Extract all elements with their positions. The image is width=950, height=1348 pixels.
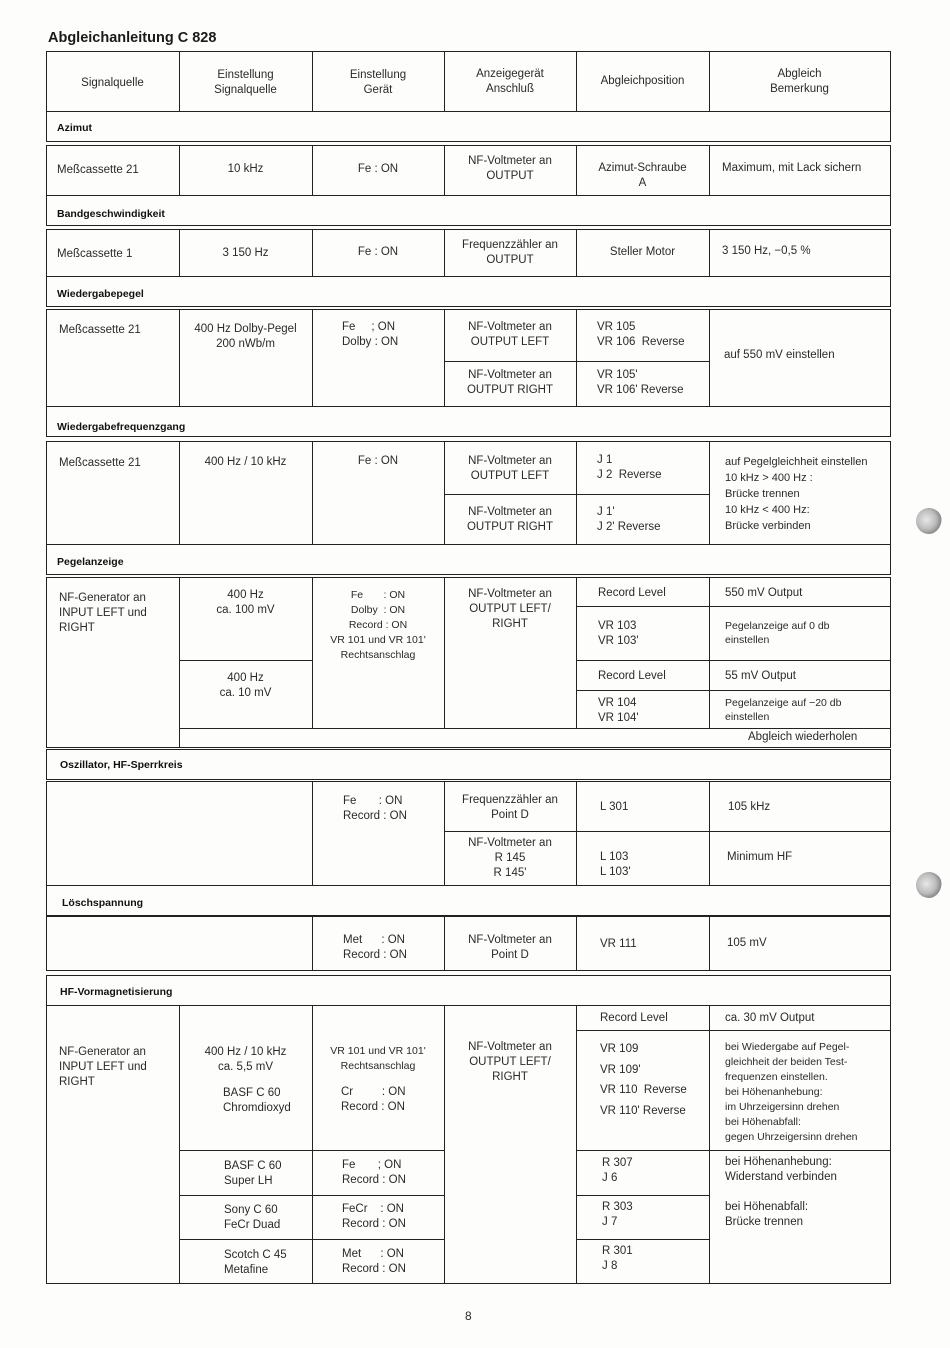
band-position: Steller Motor bbox=[609, 246, 676, 258]
loesch-device: Met : ON Record : ON bbox=[343, 934, 407, 961]
band-device: Fe : ON bbox=[357, 246, 399, 258]
wp-device: Fe ; ON Dolby : ON bbox=[342, 321, 399, 348]
hf-device-main: VR 101 und VR 101' Rechtsanschlag bbox=[330, 1045, 426, 1072]
band-source: Meßcassette 1 bbox=[57, 248, 133, 260]
hf-pos-r303: R 303 J 7 bbox=[602, 1201, 633, 1228]
pa-pos-record-level-2: Record Level bbox=[598, 670, 666, 682]
wp-meter-right: NF-Voltmeter an OUTPUT RIGHT bbox=[466, 369, 554, 396]
pa-source: NF-Generator an INPUT LEFT und RIGHT bbox=[59, 592, 147, 634]
pa-meter: NF-Voltmeter an OUTPUT LEFT/ RIGHT bbox=[468, 588, 552, 630]
section-oszillator: Oszillator, HF-Sperrkreis bbox=[60, 759, 183, 771]
section-loeschspannung: Löschspannung bbox=[62, 897, 144, 909]
azimut-remark: Maximum, mit Lack sichern bbox=[722, 162, 862, 174]
pa-setting-10mv: 400 Hz ca. 10 mV bbox=[219, 672, 272, 699]
header-einstellung-geraet: Einstellung Gerät bbox=[349, 69, 407, 96]
osz-remark-105khz: 105 kHz bbox=[728, 801, 771, 813]
hf-pos-r307: R 307 J 6 bbox=[602, 1157, 633, 1184]
binding-hole-mark bbox=[916, 508, 942, 534]
osz-meter-nf: NF-Voltmeter an R 145 R 145' bbox=[468, 837, 552, 879]
pa-remark-55mv: 55 mV Output bbox=[725, 670, 796, 682]
hf-setting-super-lh: BASF C 60 Super LH bbox=[224, 1160, 282, 1187]
band-setting: 3 150 Hz bbox=[222, 247, 269, 259]
pa-remark-0db: Pegelanzeige auf 0 db einstellen bbox=[725, 620, 830, 646]
pa-setting-100mv: 400 Hz ca. 100 mV bbox=[216, 589, 275, 616]
header-einstellung-signalquelle: Einstellung Signalquelle bbox=[214, 69, 277, 96]
fg-setting: 400 Hz / 10 kHz bbox=[204, 456, 287, 468]
wp-pos-right: VR 105' VR 106' Reverse bbox=[597, 369, 684, 396]
pa-pos-record-level-1: Record Level bbox=[598, 587, 666, 599]
fg-device: Fe : ON bbox=[357, 455, 399, 467]
fg-pos-right: J 1' J 2' Reverse bbox=[597, 506, 661, 533]
fg-remark: auf Pegelgleichheit einstellen 10 kHz > 400 Hz : Brücke trennen 10 kHz < 400 Hz: Brücke verbinden bbox=[725, 456, 868, 532]
hf-remark-30mv: ca. 30 mV Output bbox=[725, 1012, 815, 1024]
fg-meter-left: NF-Voltmeter an OUTPUT LEFT bbox=[468, 455, 552, 482]
azimut-position: Azimut-Schraube A bbox=[598, 162, 687, 189]
pa-device: Fe : ON Dolby : ON Record : ON VR 101 und VR 101' Rechtsanschlag bbox=[330, 589, 426, 661]
fg-pos-left: J 1 J 2 Reverse bbox=[597, 454, 662, 481]
hf-meter: NF-Voltmeter an OUTPUT LEFT/ RIGHT bbox=[468, 1041, 552, 1083]
pa-pos-vr103: VR 103 VR 103' bbox=[598, 620, 639, 647]
hf-device-cr: Cr : ON Record : ON bbox=[341, 1086, 406, 1113]
binding-hole-mark bbox=[916, 872, 942, 898]
loesch-meter: NF-Voltmeter an Point D bbox=[468, 934, 552, 961]
fg-source: Meßcassette 21 bbox=[59, 457, 141, 469]
hf-setting-main: 400 Hz / 10 kHz ca. 5,5 mV bbox=[204, 1046, 287, 1073]
hf-device-fe: Fe ; ON Record : ON bbox=[342, 1159, 406, 1186]
section-hf-vormagnetisierung: HF-Vormagnetisierung bbox=[60, 986, 173, 998]
band-meter: Frequenzzähler an OUTPUT bbox=[462, 239, 558, 266]
hf-device-fecr: FeCr : ON Record : ON bbox=[342, 1203, 406, 1230]
header-anzeigegeraet: Anzeigegerät Anschluß bbox=[476, 68, 544, 95]
osz-meter-freq: Frequenzzähler an Point D bbox=[462, 794, 558, 821]
fg-meter-right: NF-Voltmeter an OUTPUT RIGHT bbox=[466, 506, 554, 533]
pa-pos-vr104: VR 104 VR 104' bbox=[598, 697, 639, 724]
hf-remark-bruecke: bei Höhenabfall: Brücke trennen bbox=[725, 1201, 809, 1228]
hf-setting-fecr-duad: Sony C 60 FeCr Duad bbox=[224, 1204, 281, 1231]
hf-pos-r301: R 301 J 8 bbox=[602, 1245, 633, 1272]
loesch-pos: VR 111 bbox=[600, 938, 637, 950]
wp-pos-left: VR 105 VR 106 Reverse bbox=[597, 321, 685, 348]
osz-pos-l301: L 301 bbox=[600, 801, 629, 813]
loesch-remark: 105 mV bbox=[727, 937, 767, 949]
hf-remark-widerstand: bei Höhenanhebung: Widerstand verbinden bbox=[725, 1156, 837, 1183]
hf-pos-vr109-vr110: VR 109 VR 109' VR 110 Reverse VR 110' Reverse bbox=[600, 1043, 687, 1117]
osz-pos-l103: L 103 L 103' bbox=[600, 851, 631, 878]
wp-setting: 400 Hz Dolby-Pegel 200 nWb/m bbox=[194, 323, 297, 350]
header-abgleichposition: Abgleichposition bbox=[600, 75, 685, 87]
hf-setting-chromdioxyd: BASF C 60 Chromdioxyd bbox=[223, 1087, 291, 1114]
hf-setting-metafine: Scotch C 45 Metafine bbox=[224, 1249, 287, 1276]
page-number: 8 bbox=[465, 1309, 472, 1323]
azimut-device: Fe : ON bbox=[357, 163, 399, 175]
wp-meter-left: NF-Voltmeter an OUTPUT LEFT bbox=[468, 321, 552, 348]
hf-remark-pegelgleichheit: bei Wiedergabe auf Pegel- gleichheit der beiden Test- frequenzen einstellen. bei Höhenanhebung: im Uhrzeigersinn drehen bei Höhenabfall: gegen Uhrzeigersinn drehen bbox=[725, 1041, 858, 1143]
azimut-meter: NF-Voltmeter an OUTPUT bbox=[468, 155, 552, 182]
section-wiedergabefrequenzgang: Wiedergabefrequenzgang bbox=[57, 421, 186, 433]
wp-remark: auf 550 mV einstellen bbox=[724, 349, 835, 361]
page-title: Abgleichanleitung C 828 bbox=[48, 30, 217, 46]
azimut-source: Meßcassette 21 bbox=[57, 164, 139, 176]
wp-source: Meßcassette 21 bbox=[59, 324, 141, 336]
pa-remark-20db: Pegelanzeige auf −20 db einstellen bbox=[725, 697, 842, 723]
pa-remark-550mv: 550 mV Output bbox=[725, 587, 803, 599]
hf-source: NF-Generator an INPUT LEFT und RIGHT bbox=[59, 1046, 147, 1088]
osz-device: Fe : ON Record : ON bbox=[343, 795, 407, 822]
band-remark: 3 150 Hz, −0,5 % bbox=[722, 245, 811, 257]
hf-device-met: Met : ON Record : ON bbox=[342, 1248, 406, 1275]
section-bandgeschwindigkeit: Bandgeschwindigkeit bbox=[57, 208, 165, 220]
section-wiedergabepegel: Wiedergabepegel bbox=[57, 288, 144, 300]
header-bemerkung: Abgleich Bemerkung bbox=[770, 68, 829, 95]
header-signalquelle: Signalquelle bbox=[81, 77, 144, 89]
osz-remark-minimum-hf: Minimum HF bbox=[727, 851, 793, 863]
section-azimut: Azimut bbox=[57, 122, 92, 134]
hf-pos-record-level: Record Level bbox=[600, 1012, 668, 1024]
pa-repeat: Abgleich wiederholen bbox=[748, 731, 858, 743]
azimut-setting: 10 kHz bbox=[227, 163, 264, 175]
section-pegelanzeige: Pegelanzeige bbox=[57, 556, 124, 568]
